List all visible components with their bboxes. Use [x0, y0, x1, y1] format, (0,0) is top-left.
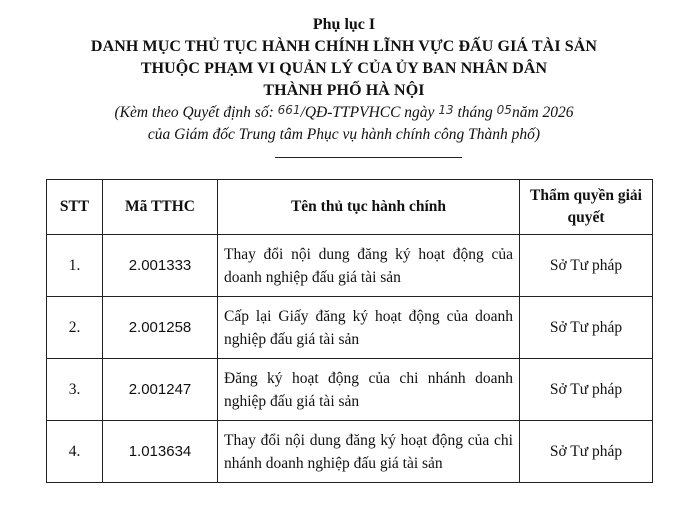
issued-day: 13 — [438, 103, 454, 117]
header-authority: Thẩm quyền giải quyết — [520, 180, 653, 235]
issued-by-line-1 — [0, 102, 688, 124]
row-authority: Sở Tư pháp — [520, 297, 653, 359]
issued-mid-2: tháng — [453, 104, 497, 121]
row-stt: 1. — [47, 235, 103, 297]
issued-by-line-2: của Giám đốc Trung tâm Phục vụ hành chính công Thành phố) — [147, 126, 541, 143]
table-row — [47, 235, 653, 297]
row-authority: Sở Tư pháp — [520, 359, 653, 421]
table-row — [47, 297, 653, 359]
row-code: 2.001333 — [103, 235, 218, 297]
row-procedure-name: Cấp lại Giấy đăng ký hoạt động của doanh nghiệp đấu giá tài sản — [218, 297, 520, 359]
row-stt: 3. — [47, 359, 103, 421]
header-divider — [275, 157, 462, 158]
row-authority: Sở Tư pháp — [520, 235, 653, 297]
row-procedure-name: Thay đổi nội dung đăng ký hoạt động của chi nhánh doanh nghiệp đấu giá tài sản — [218, 421, 520, 483]
table-row — [47, 421, 653, 483]
document-header — [0, 14, 688, 146]
row-code: 1.013634 — [103, 421, 218, 483]
decision-number: 661 — [277, 103, 301, 117]
header-code: Mã TTHC — [103, 180, 218, 235]
issued-year: năm 2026 — [511, 104, 574, 121]
header-procedure-name: Tên thủ tục hành chính — [218, 180, 520, 235]
appendix-label: Phụ lục I — [312, 16, 376, 33]
header-stt: STT — [47, 180, 103, 235]
table-header-row — [47, 180, 653, 235]
table-row — [47, 359, 653, 421]
procedures-table — [46, 179, 653, 483]
document-title-line-3: THÀNH PHỐ HÀ NỘI — [263, 82, 425, 99]
row-code: 2.001247 — [103, 359, 218, 421]
document-title-line-2: THUỘC PHẠM VI QUẢN LÝ CỦA ỦY BAN NHÂN DÂN — [140, 60, 548, 77]
issued-month: 05 — [496, 103, 512, 117]
row-procedure-name: Đăng ký hoạt động của chi nhánh doanh nghiệp đấu giá tài sản — [218, 359, 520, 421]
row-stt: 4. — [47, 421, 103, 483]
row-code: 2.001258 — [103, 297, 218, 359]
issued-prefix: (Kèm theo Quyết định số: — [114, 104, 278, 121]
document-title-line-1: DANH MỤC THỦ TỤC HÀNH CHÍNH LĨNH VỰC ĐẤU GIÁ TÀI SẢN — [90, 38, 598, 55]
issued-mid-1: /QĐ-TTPVHCC ngày — [300, 104, 439, 121]
row-stt: 2. — [47, 297, 103, 359]
row-authority: Sở Tư pháp — [520, 421, 653, 483]
row-procedure-name: Thay đổi nội dung đăng ký hoạt động của doanh nghiệp đấu giá tài sản — [218, 235, 520, 297]
